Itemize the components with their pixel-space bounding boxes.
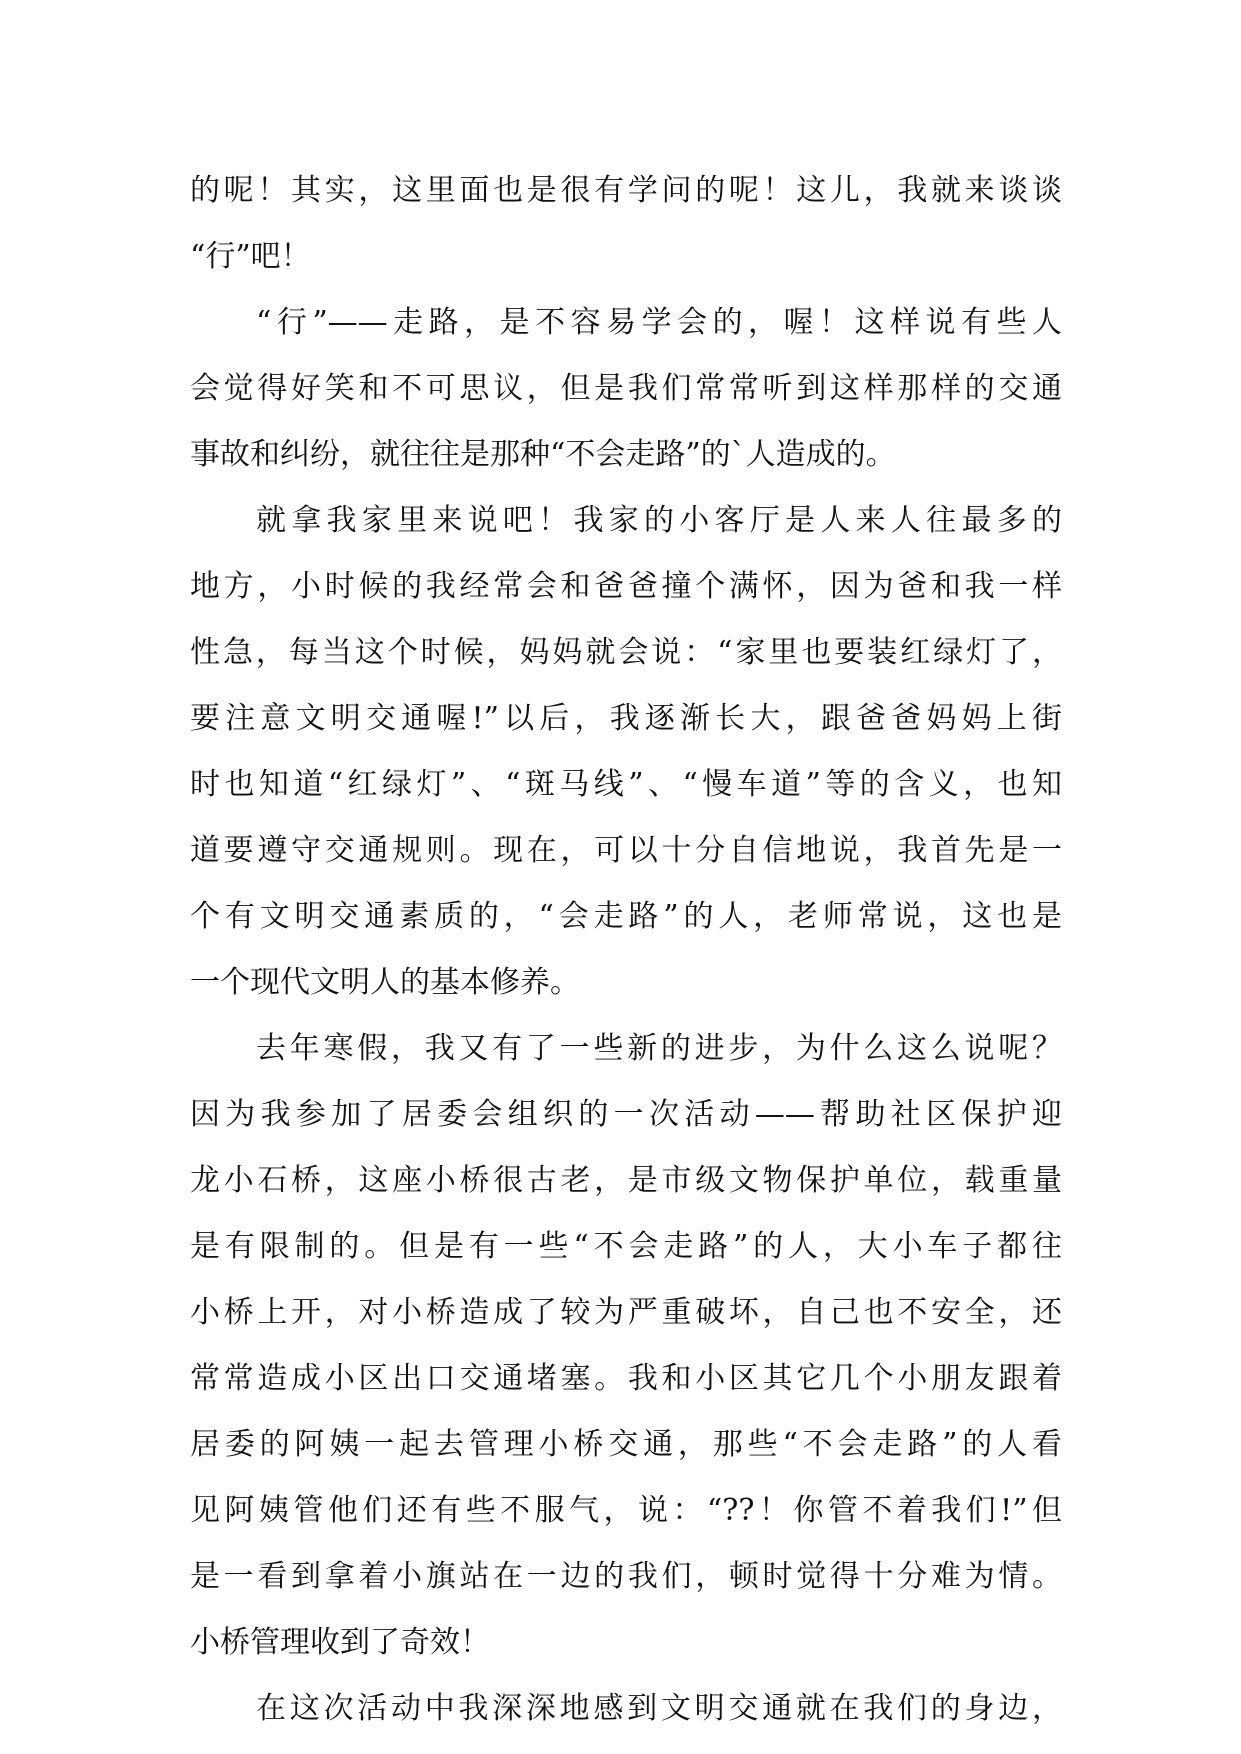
document-page [190, 158, 1062, 1742]
text-line: 是一看到拿着小旗站在一边的我们，顿时觉得十分难为情。 [190, 1559, 1062, 1594]
text-line: 地方，小时候的我经常会和爸爸撞个满怀，因为爸和我一样 [190, 569, 1062, 604]
text-line: 去年寒假，我又有了一些新的进步，为什么这么说呢？ [256, 1031, 1062, 1066]
text-line: 小桥管理收到了奇效！ [190, 1625, 490, 1660]
text-line: 因为我参加了居委会组织的一次活动——帮助社区保护迎 [190, 1097, 1062, 1132]
text-line: 一个现代文明人的基本修养。 [190, 965, 580, 1000]
text-line: 龙小石桥，这座小桥很古老，是市级文物保护单位，载重量 [190, 1163, 1062, 1198]
text-line: 常常造成小区出口交通堵塞。我和小区其它几个小朋友跟着 [190, 1361, 1062, 1396]
text-line: 道要遵守交通规则。现在，可以十分自信地说，我首先是一 [190, 833, 1062, 868]
text-line: 性急，每当这个时候，妈妈就会说：“家里也要装红绿灯了， [190, 635, 1062, 670]
text-line: 的呢！其实，这里面也是很有学问的呢！这儿，我就来谈谈 [190, 173, 1062, 208]
text-line: “行”吧！ [190, 239, 311, 274]
text-line: 要注意文明交通喔!”以后，我逐渐长大，跟爸爸妈妈上街 [190, 701, 1062, 736]
text-line: 就拿我家里来说吧！我家的小客厅是人来人往最多的 [256, 503, 1062, 538]
text-line: 见阿姨管他们还有些不服气，说：“??！你管不着我们!”但 [190, 1493, 1062, 1528]
text-line: 小桥上开，对小桥造成了较为严重破坏，自己也不安全，还 [190, 1295, 1062, 1330]
text-line: 在这次活动中我深深地感到文明交通就在我们的身边， [256, 1691, 1062, 1726]
text-line: 是有限制的。但是有一些“不会走路”的人，大小车子都往 [190, 1229, 1062, 1264]
text-line: 事故和纠纷，就往往是那种“不会走路”的`人造成的。 [190, 437, 896, 472]
text-line: 个有文明交通素质的，“会走路”的人，老师常说，这也是 [190, 899, 1062, 934]
text-line: 时也知道“红绿灯”、“斑马线”、“慢车道”等的含义，也知 [190, 767, 1062, 802]
text-line: 会觉得好笑和不可思议，但是我们常常听到这样那样的交通 [190, 371, 1062, 406]
text-line: 居委的阿姨一起去管理小桥交通，那些“不会走路”的人看 [190, 1427, 1062, 1462]
text-line: “行”——走路，是不容易学会的，喔！这样说有些人 [256, 305, 1062, 340]
